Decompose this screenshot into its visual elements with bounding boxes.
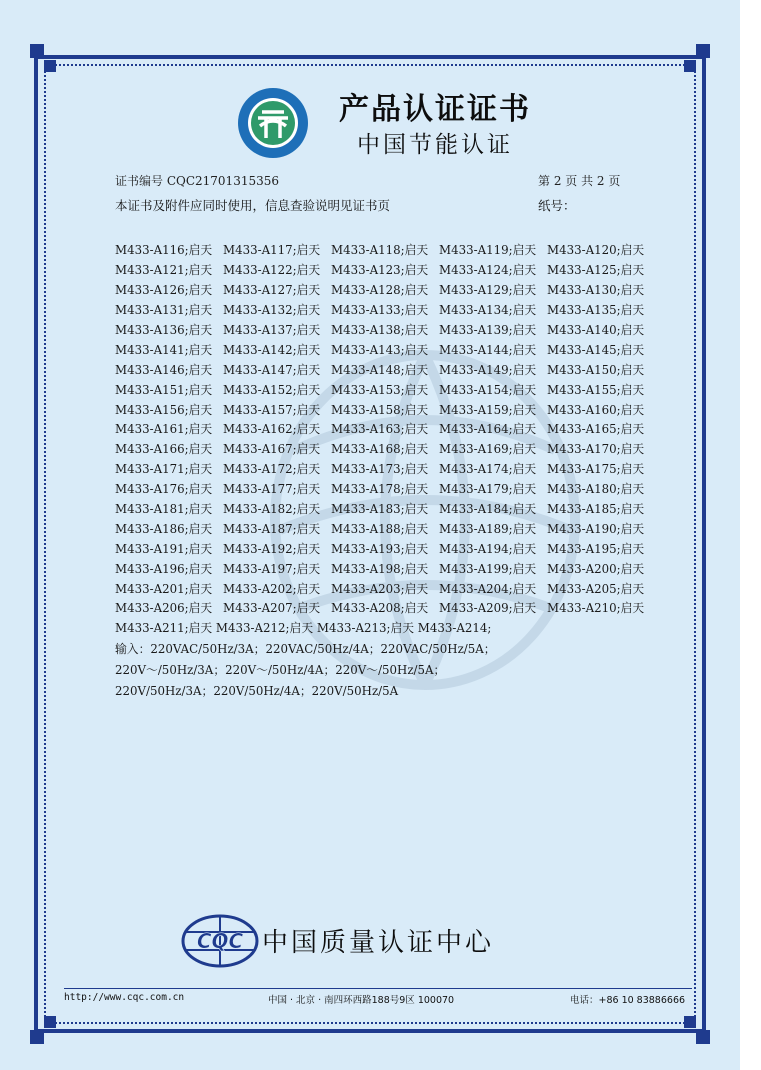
model-cell: M433-A160;启天 [547, 402, 645, 417]
model-cell: M433-A140;启天 [547, 323, 645, 337]
model-row [115, 300, 675, 320]
model-cell: M433-A202;启天 [223, 581, 321, 596]
model-cell: M433-A121;启天 [115, 263, 213, 278]
input-spec-line-2: 220V～/50Hz/3A；220V～/50Hz/4A；220V～/50Hz/5A； [115, 662, 446, 677]
model-cell: M433-A147;启天 [223, 362, 321, 377]
model-cell: M433-A120;启天 [547, 243, 645, 258]
model-row [115, 240, 675, 260]
model-cell: M433-A159;启天 [439, 402, 537, 417]
corner-ornament-bl-2 [44, 1016, 56, 1028]
model-cell: M433-A196;启天 [115, 561, 213, 576]
model-row [115, 320, 675, 340]
corner-ornament-tl [30, 44, 44, 58]
model-cell: M433-A123;启天 [331, 263, 429, 278]
model-cell: M433-A185;启天 [547, 502, 645, 517]
model-cell: M433-A139;启天 [439, 323, 537, 337]
model-cell: M433-A208;启天 [331, 601, 429, 616]
model-cell: M433-A170;启天 [547, 442, 645, 457]
model-cell: M433-A184;启天 [439, 502, 537, 517]
model-cell: M433-A177;启天 [223, 482, 321, 497]
model-cell: M433-A145;启天 [547, 342, 645, 357]
model-row [115, 499, 675, 519]
footer-url: http://www.cqc.com.cn [64, 992, 185, 1003]
model-cell: M433-A204;启天 [439, 581, 537, 596]
paper-number-label: 纸号： [538, 198, 576, 213]
model-cell: M433-A165;启天 [547, 422, 645, 437]
model-cell: M433-A194;启天 [439, 541, 537, 556]
model-list-last-line: M433-A211;启天 M433-A212;启天 M433-A213;启天 M433-A214; [115, 621, 492, 636]
footer-address: 中国 · 北京 · 南四环西路188号9区 100070 [268, 995, 455, 1006]
corner-ornament-tr [696, 44, 710, 58]
model-row [115, 339, 675, 359]
model-cell: M433-A133;启天 [331, 303, 429, 318]
model-cell: M433-A137;启天 [223, 323, 321, 337]
certificate-title: 产品认证证书 [339, 92, 531, 127]
model-cell: M433-A201;启天 [115, 581, 213, 596]
model-cell: M433-A149;启天 [439, 362, 537, 377]
model-row [115, 399, 675, 419]
model-cell: M433-A134;启天 [439, 303, 537, 318]
model-cell: M433-A130;启天 [547, 283, 645, 298]
model-cell: M433-A164;启天 [439, 422, 537, 437]
model-cell: M433-A189;启天 [439, 521, 537, 536]
model-cell: M433-A163;启天 [331, 422, 429, 437]
model-row [115, 459, 675, 479]
model-cell: M433-A158;启天 [331, 402, 429, 417]
model-cell: M433-A153;启天 [331, 382, 429, 397]
page-number: 第 2 页 共 2 页 [538, 174, 621, 188]
model-cell: M433-A183;启天 [331, 502, 429, 517]
model-cell: M433-A126;启天 [115, 283, 213, 298]
model-cell: M433-A181;启天 [115, 502, 213, 517]
model-cell: M433-A128;启天 [331, 283, 429, 298]
model-cell: M433-A138;启天 [331, 323, 429, 337]
footer-divider [64, 988, 692, 989]
model-cell: M433-A191;启天 [115, 541, 213, 556]
model-row [115, 260, 675, 280]
model-cell: M433-A210;启天 [547, 601, 645, 616]
model-cell: M433-A171;启天 [115, 462, 213, 477]
model-cell: M433-A157;启天 [223, 402, 321, 417]
corner-ornament-tr-2 [684, 60, 696, 72]
corner-ornament-br-2 [684, 1016, 696, 1028]
model-cell: M433-A162;启天 [223, 422, 321, 437]
model-cell: M433-A203;启天 [331, 581, 429, 596]
model-row [115, 379, 675, 399]
model-cell: M433-A190;启天 [547, 521, 645, 536]
usage-notice: 本证书及附件应同时使用，信息查验说明见证书页 [115, 198, 391, 213]
organization-name: 中国质量认证中心 [262, 928, 495, 958]
model-cell: M433-A206;启天 [115, 601, 213, 616]
model-cell: M433-A207;启天 [223, 601, 321, 616]
model-cell: M433-A198;启天 [331, 561, 429, 576]
model-cell: M433-A129;启天 [439, 283, 537, 298]
certificate-number: 证书编号 CQC21701315356 [115, 174, 279, 188]
model-cell: M433-A144;启天 [439, 342, 537, 357]
model-cell: M433-A178;启天 [331, 482, 429, 497]
model-cell: M433-A174;启天 [439, 462, 537, 477]
model-cell: M433-A119;启天 [439, 243, 537, 258]
model-cell: M433-A146;启天 [115, 362, 213, 377]
model-row [115, 518, 675, 538]
model-cell: M433-A179;启天 [439, 482, 537, 497]
model-cell: M433-A151;启天 [115, 382, 213, 397]
model-cell: M433-A124;启天 [439, 263, 537, 278]
model-cell: M433-A154;启天 [439, 382, 537, 397]
corner-ornament-bl [30, 1030, 44, 1044]
model-cell: M433-A143;启天 [331, 342, 429, 357]
cqc-logo [180, 914, 260, 968]
certificate-subtitle: 中国节能认证 [357, 132, 513, 158]
model-cell: M433-A125;启天 [547, 263, 645, 278]
model-cell: M433-A176;启天 [115, 482, 213, 497]
model-cell: M433-A195;启天 [547, 541, 645, 556]
model-cell: M433-A127;启天 [223, 283, 321, 298]
model-cell: M433-A161;启天 [115, 422, 213, 437]
page-margin-strip [740, 0, 761, 1070]
model-cell: M433-A172;启天 [223, 462, 321, 477]
model-cell: M433-A156;启天 [115, 402, 213, 417]
model-row [115, 359, 675, 379]
model-cell: M433-A169;启天 [439, 442, 537, 457]
model-cell: M433-A168;启天 [331, 442, 429, 457]
svg-text:CQC: CQC [196, 929, 244, 953]
model-row [115, 578, 675, 598]
corner-ornament-br [696, 1030, 710, 1044]
model-row [115, 280, 675, 300]
model-cell: M433-A205;启天 [547, 581, 645, 596]
model-cell: M433-A132;启天 [223, 303, 321, 318]
model-cell: M433-A141;启天 [115, 342, 213, 357]
model-cell: M433-A173;启天 [331, 462, 429, 477]
model-row [115, 538, 675, 558]
model-cell: M433-A193;启天 [331, 541, 429, 556]
input-spec-line-1: 输入：220VAC/50Hz/3A；220VAC/50Hz/4A；220VAC/50Hz/5A； [115, 641, 496, 656]
model-cell: M433-A187;启天 [223, 521, 321, 536]
model-row [115, 479, 675, 499]
model-cell: M433-A199;启天 [439, 561, 537, 576]
model-row [115, 419, 675, 439]
corner-ornament-tl-2 [44, 60, 56, 72]
model-list [115, 240, 675, 701]
model-cell: M433-A136;启天 [115, 323, 213, 337]
model-cell: M433-A152;启天 [223, 382, 321, 397]
model-cell: M433-A122;启天 [223, 263, 321, 278]
model-cell: M433-A197;启天 [223, 561, 321, 576]
model-cell: M433-A209;启天 [439, 601, 537, 616]
model-cell: M433-A188;启天 [331, 521, 429, 536]
model-cell: M433-A200;启天 [547, 561, 645, 576]
model-cell: M433-A118;启天 [331, 243, 429, 258]
model-cell: M433-A116;启天 [115, 243, 213, 258]
model-cell: M433-A182;启天 [223, 502, 321, 517]
model-cell: M433-A186;启天 [115, 521, 213, 536]
model-cell: M433-A142;启天 [223, 342, 321, 357]
model-cell: M433-A150;启天 [547, 362, 645, 377]
model-row [115, 439, 675, 459]
model-cell: M433-A192;启天 [223, 541, 321, 556]
model-cell: M433-A148;启天 [331, 362, 429, 377]
model-cell: M433-A167;启天 [223, 442, 321, 457]
model-cell: M433-A135;启天 [547, 303, 645, 318]
input-spec-line-3: 220V/50Hz/3A；220V/50Hz/4A；220V/50Hz/5A [115, 683, 399, 698]
model-cell: M433-A117;启天 [223, 243, 321, 258]
model-cell: M433-A166;启天 [115, 442, 213, 457]
model-cell: M433-A131;启天 [115, 303, 213, 318]
model-cell: M433-A180;启天 [547, 482, 645, 497]
model-cell: M433-A175;启天 [547, 462, 645, 477]
model-row [115, 558, 675, 578]
energy-conservation-seal-logo [236, 86, 310, 160]
footer-phone: 电话：+86 10 83886666 [570, 995, 686, 1006]
model-cell: M433-A155;启天 [547, 382, 645, 397]
model-row [115, 598, 675, 618]
